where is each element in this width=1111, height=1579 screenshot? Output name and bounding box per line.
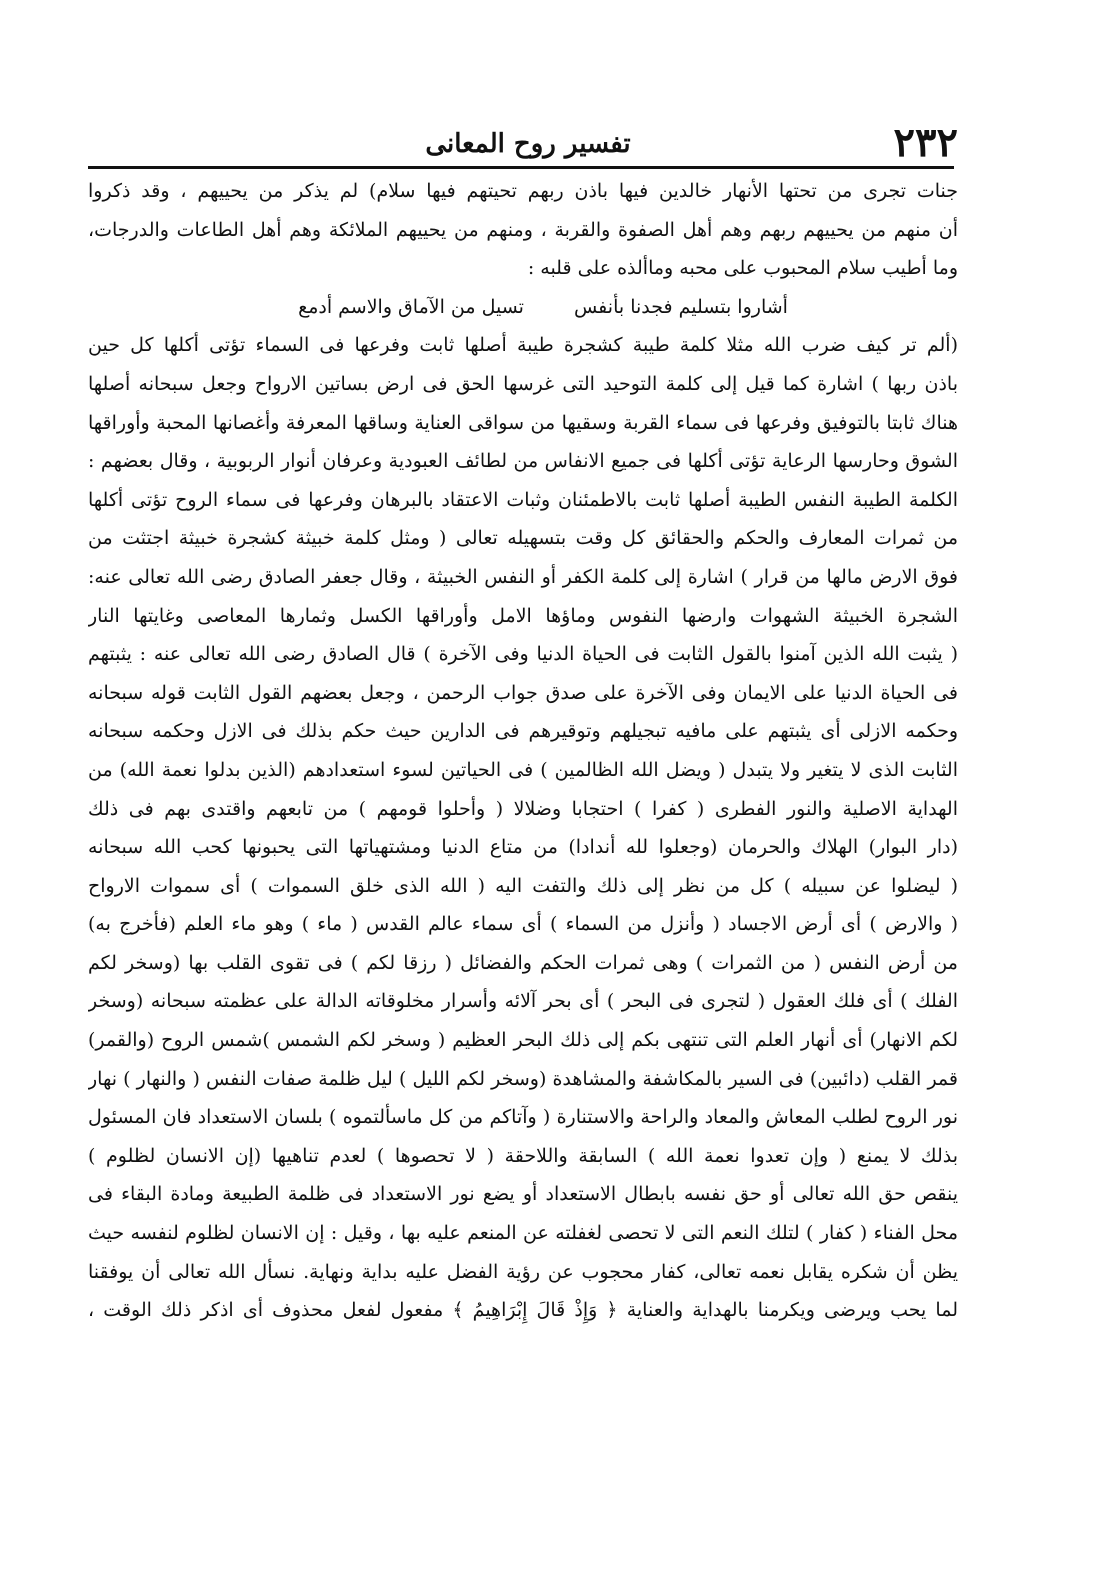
text-line: الهداية الاصلية والنور الفطرى ( كفرا ) احتجابا وضلالا ( وأحلوا قومهم ) من تابعهم واقتدى بهم فى ذلك (88, 797, 958, 820)
text-line: ( ليضلوا عن سبيله ) كل من نظر إلى ذلك والتفت اليه ( الله الذى خلق السموات ) أى سموات الارواح (88, 874, 958, 897)
text-line: ينقص حق الله تعالى أو حق نفسه بابطال الاستعداد أو يضع نور الاستعداد فى ظلمة الطبيعة ومادة البقاء فى (88, 1183, 958, 1206)
text-line: جنات تجرى من تحتها الأنهار خالدين فيها باذن ربهم تحيتهم فيها سلام) لم يذكر من يحييهم ، وقد ذكروا (88, 180, 958, 202)
running-title: تفسير روح المعانى (425, 129, 631, 159)
text-line: ( والارض ) أى أرض الاجساد ( وأنزل من السماء ) أى سماء عالم القدس ( ماء ) وهو ماء العلم (فأخرج به) (88, 913, 958, 936)
text-line: الفلك ) أى فلك العقول ( لتجرى فى البحر ) أى بحر آلائه وأسرار مخلوقاته الدالة على عظمته سبحانه (وسخر (88, 990, 958, 1013)
text-line: فوق الارض مالها من قرار ) اشارة إلى كلمة الكفر أو النفس الخبيثة ، وقال جعفر الصادق رضى الله تعالى عنه: (88, 565, 958, 588)
body-text (88, 172, 958, 1330)
text-line: وما أطيب سلام المحبوب على محبه وماألذه على قلبه : (527, 257, 958, 280)
text-line: الشجرة الخبيثة الشهوات وارضها النفوس وماؤها الامل وأوراقها الكسل وثمارها المعاصى وغايتها النار (88, 604, 958, 627)
text-line: باذن ربها ) اشارة كما قيل إلى كلمة التوحيد التى غرسها الحق فى ارض بساتين الارواح وجعل سبحانه أصلها (88, 372, 958, 395)
text-line: لكم الانهار) أى أنهار العلم التى تنتهى بكم إلى ذلك البحر العظيم ( وسخر لكم الشمس )شمس الروح (والقمر) (88, 1029, 958, 1052)
text-line: وحكمه الازلى أى يثبتهم على مافيه تبجيلهم وتوقيرهم فى الدارين حيث حكم بذلك فى الازل وحكمه سبحانه (88, 720, 958, 743)
poetry-verse (88, 288, 958, 327)
header-rule (88, 166, 954, 169)
page-number: ٢٣٢ (893, 119, 958, 166)
page-header (88, 120, 968, 166)
text-line: من أرض النفس ( من الثمرات ) وهى ثمرات الحكم والفضائل ( رزقا لكم ) فى تقوى القلب بها (وسخر لكم (88, 951, 958, 974)
text-line: قمر القلب (دائبين) فى السير بالمكاشفة والمشاهدة (وسخر لكم الليل ) ليل ظلمة صفات النفس ( والنهار ) نهار (88, 1067, 958, 1090)
verse-hemistich-second: تسيل من الآماق والاسم أدمع (298, 295, 524, 318)
text-line: بذلك لا يمنع ( وإن تعدوا نعمة الله ) السابقة واللاحقة ( لا تحصوها ) لعدم تناهيها (إن الانسان لظلوم ) (88, 1144, 958, 1167)
text-line: هناك ثابتا بالتوفيق وفرعها فى سماء القربة وسقيها من سواقى العناية وساقها المعرفة وأغصانها المحبة وأوراقها (88, 411, 958, 434)
verse-hemistich-first: أشاروا بتسليم فجدنا بأنفس (573, 295, 788, 318)
text-line: أن منهم من يحييهم ربهم وهم أهل الصفوة والقربة ، ومنهم من يحييهم الملائكة وهم أهل الطاعات والدرجات، (88, 218, 958, 241)
text-line: من ثمرات المعارف والحكم والحقائق كل وقت بتسهيله تعالى ( ومثل كلمة خبيثة كشجرة خبيثة اجتثت من (88, 527, 958, 550)
text-line: يظن أن شكره يقابل نعمه تعالى، كفار محجوب عن رؤية الفضل عليه بداية ونهاية. نسأل الله تعالى أن يوفقنا (88, 1260, 958, 1283)
text-line: الثابت الذى لا يتغير ولا يتبدل ( ويضل الله الظالمين ) فى الحياتين لسوء استعدادهم (الذين بدلوا نعمة الله) من (88, 758, 958, 781)
text-line: (ألم تر كيف ضرب الله مثلا كلمة طيبة كشجرة طيبة أصلها ثابت وفرعها فى السماء تؤتى أكلها كل حين (88, 334, 958, 357)
text-line: الشوق وحارسها الرعاية تؤتى أكلها فى جميع الانفاس من لطائف العبودية وعرفان أنوار الربوبية ، وقال بعضهم : (88, 450, 958, 473)
text-line: (دار البوار) الهلاك والحرمان (وجعلوا لله أندادا) من متاع الدنيا ومشتهياتها التى يحبونها كحب الله سبحانه (88, 836, 958, 859)
text-line: نور الروح لطلب المعاش والمعاد والراحة والاستنارة ( وآتاكم من كل ماسألتموه ) بلسان الاستعداد فان المسئول (88, 1106, 958, 1129)
text-line: ( يثبت الله الذين آمنوا بالقول الثابت فى الحياة الدنيا وفى الآخرة ) قال الصادق رضى الله تعالى عنه : يثبتهم (88, 643, 958, 666)
text-line: لما يحب ويرضى ويكرمنا بالهداية والعناية ﴿ وَإِذْ قَالَ إِبْرَاهِيمُ ﴾ مفعول لفعل محذوف أى اذكر ذلك الوقت ، (88, 1299, 958, 1322)
text-line: محل الفناء ( كفار ) لتلك النعم التى لا تحصى لغفلته عن المنعم عليه بها ، وقيل : إن الانسان لظلوم لنفسه حيث (88, 1222, 958, 1245)
text-line: الكلمة الطيبة النفس الطيبة أصلها ثابت بالاطمئنان وثبات الاعتقاد بالبرهان وفرعها فى سماء الروح تؤتى أكلها (88, 488, 958, 511)
text-line: فى الحياة الدنيا على الايمان وفى الآخرة على صدق جواب الرحمن ، وجعل بعضهم القول الثابت قوله سبحانه (88, 681, 958, 704)
